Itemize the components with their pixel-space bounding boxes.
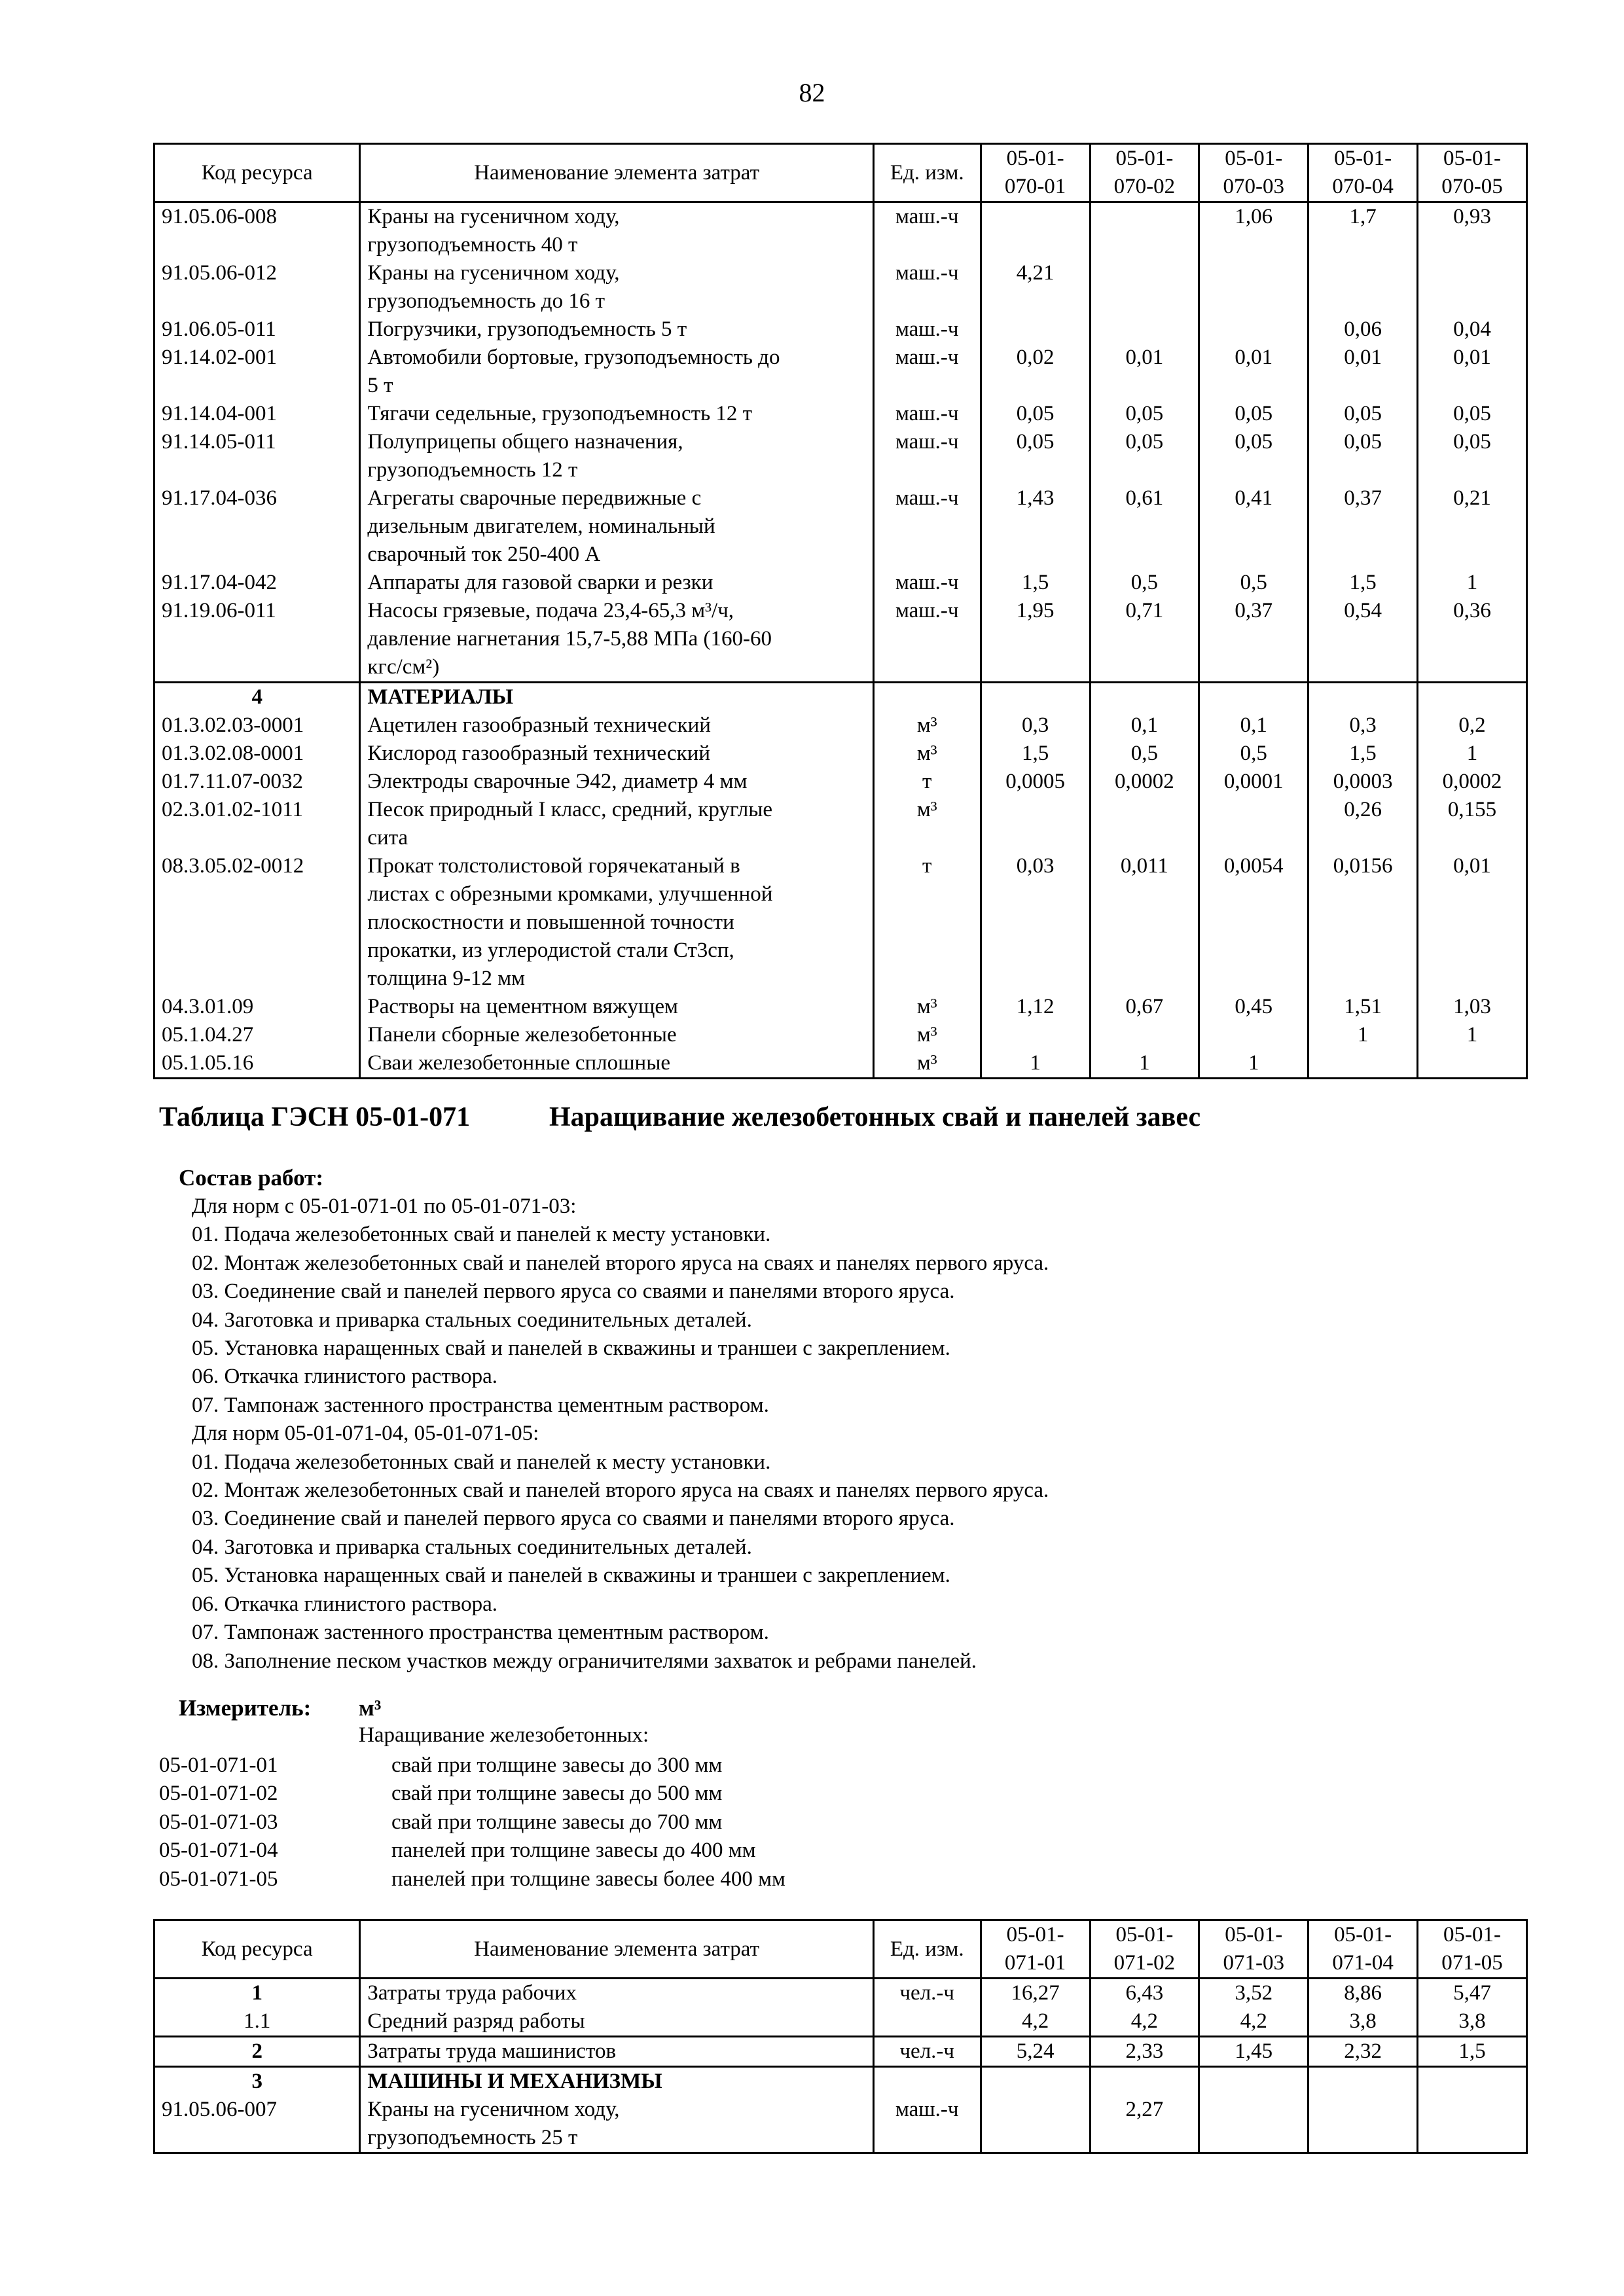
resource-code: 91.14.05-011	[154, 428, 360, 484]
resource-unit	[873, 683, 981, 712]
norm-value: 0,0002	[1090, 768, 1199, 796]
resource-code: 01.3.02.03-0001	[154, 711, 360, 740]
norm-value	[1090, 315, 1199, 344]
norm-value: 0,37	[1199, 597, 1308, 683]
table-row	[154, 1979, 1527, 2008]
norm-value: 2,27	[1090, 2096, 1199, 2153]
table-row	[154, 484, 1527, 569]
norm-value: 0,03	[981, 852, 1090, 993]
norm-value	[1418, 2096, 1527, 2153]
resource-unit: маш.-ч	[873, 315, 981, 344]
table-header-row	[154, 144, 1527, 202]
table-row	[154, 993, 1527, 1021]
norm-value	[1418, 259, 1527, 315]
resource-table-070	[153, 143, 1528, 1079]
composition-line: 06. Откачка глинистого раствора.	[192, 1365, 498, 1389]
norm-value: 1,95	[981, 597, 1090, 683]
resource-code: 08.3.05.02-0012	[154, 852, 360, 993]
table-row	[154, 344, 1527, 400]
norm-value: 5,47	[1418, 1979, 1527, 2008]
table-row	[154, 1021, 1527, 1049]
resource-code: 01.3.02.08-0001	[154, 740, 360, 768]
norm-value: 0,05	[1308, 428, 1418, 484]
norm-value	[1308, 2067, 1418, 2096]
table-row	[154, 2007, 1527, 2037]
resource-name: Кислород газообразный технический	[360, 740, 873, 768]
resource-unit	[873, 2067, 981, 2096]
resource-code: 1.1	[154, 2007, 360, 2037]
norm-value: 1,5	[981, 569, 1090, 597]
norm-value	[981, 315, 1090, 344]
resource-code: 05.1.05.16	[154, 1049, 360, 1079]
norm-value	[1090, 1021, 1199, 1049]
norm-value: 0,05	[1199, 400, 1308, 428]
norm-value: 1,5	[1418, 2037, 1527, 2067]
header-norm-col: 05-01- 070-02	[1090, 144, 1199, 202]
norm-code: 05-01-071-01	[159, 1753, 278, 1777]
composition-line: 07. Тампонаж застенного пространства цементным раствором.	[192, 1621, 769, 1645]
resource-code: 91.14.04-001	[154, 400, 360, 428]
norm-value: 0,05	[1199, 428, 1308, 484]
resource-unit: маш.-ч	[873, 569, 981, 597]
norm-value: 0,93	[1418, 202, 1527, 260]
norm-value: 1,5	[1308, 569, 1418, 597]
resource-unit: чел.-ч	[873, 1979, 981, 2008]
norm-value	[1090, 259, 1199, 315]
norm-value: 1	[1199, 1049, 1308, 1079]
table-row	[154, 711, 1527, 740]
norm-value	[1199, 2096, 1308, 2153]
resource-name: Аппараты для газовой сварки и резки	[360, 569, 873, 597]
norm-value	[981, 2096, 1090, 2153]
resource-name: Автомобили бортовые, грузоподъемность до 5 т	[360, 344, 873, 400]
resource-name: Средний разряд работы	[360, 2007, 873, 2037]
header-norm-col: 05-01- 070-01	[981, 144, 1090, 202]
norm-value: 0,61	[1090, 484, 1199, 569]
header-norm-col: 05-01- 071-04	[1308, 1920, 1418, 1979]
norm-value: 1,45	[1199, 2037, 1308, 2067]
table-row	[154, 2037, 1527, 2067]
composition-line: Для норм 05-01-071-04, 05-01-071-05:	[192, 1422, 539, 1446]
norm-value: 0,011	[1090, 852, 1199, 993]
table-name: Наращивание железобетонных свай и панелей завес	[549, 1102, 1201, 1132]
resource-code: 91.05.06-012	[154, 259, 360, 315]
resource-unit: маш.-ч	[873, 202, 981, 260]
norm-value: 0,21	[1418, 484, 1527, 569]
resource-unit	[873, 2007, 981, 2037]
norm-value: 4,21	[981, 259, 1090, 315]
norm-value: 0,3	[981, 711, 1090, 740]
norm-value: 1	[981, 1049, 1090, 1079]
header-norm-col: 05-01- 071-01	[981, 1920, 1090, 1979]
composition-heading: Состав работ:	[179, 1165, 323, 1191]
resource-code: 02.3.01.02-1011	[154, 796, 360, 852]
resource-name: Песок природный I класс, средний, круглые сита	[360, 796, 873, 852]
resource-name: МАТЕРИАЛЫ	[360, 683, 873, 712]
norm-value	[1308, 683, 1418, 712]
meter-label: Измеритель:	[179, 1695, 312, 1721]
resource-code: 91.06.05-011	[154, 315, 360, 344]
meter-description: Наращивание железобетонных:	[359, 1723, 649, 1747]
composition-line: Для норм с 05-01-071-01 по 05-01-071-03:	[192, 1194, 577, 1218]
table-row	[154, 400, 1527, 428]
norm-value: 1,12	[981, 993, 1090, 1021]
norm-value: 0,5	[1199, 740, 1308, 768]
norm-value: 0,26	[1308, 796, 1418, 852]
norm-value: 1	[1418, 740, 1527, 768]
composition-line: 04. Заготовка и приварка стальных соединительных деталей.	[192, 1535, 752, 1559]
table-row	[154, 683, 1527, 712]
resource-unit: м³	[873, 740, 981, 768]
norm-value: 0,0003	[1308, 768, 1418, 796]
resource-name: Панели сборные железобетонные	[360, 1021, 873, 1049]
norm-value: 8,86	[1308, 1979, 1418, 2008]
resource-code: 91.05.06-008	[154, 202, 360, 260]
table-row	[154, 740, 1527, 768]
meter-unit: м³	[359, 1695, 382, 1721]
resource-unit: м³	[873, 1049, 981, 1079]
composition-line: 01. Подача железобетонных свай и панелей к месту установки.	[192, 1223, 771, 1247]
norm-description: панелей при толщине завесы до 400 мм	[391, 1839, 756, 1863]
composition-line: 08. Заполнение песком участков между ограничителями захваток и ребрами панелей.	[192, 1649, 977, 1673]
norm-value: 0,01	[1199, 344, 1308, 400]
norm-value	[1090, 796, 1199, 852]
resource-name: Прокат толстолистовой горячекатаный в листах с обрезными кромками, улучшенной плоскостности и повышенной точности прокатки, из углеродистой стали Ст3сп, толщина 9-12 мм	[360, 852, 873, 993]
norm-value	[1308, 259, 1418, 315]
table-header-row	[154, 1920, 1527, 1979]
norm-value: 0,05	[1090, 428, 1199, 484]
table-title	[159, 1102, 1201, 1133]
norm-value: 4,2	[1090, 2007, 1199, 2037]
resource-code: 91.19.06-011	[154, 597, 360, 683]
norm-value: 0,05	[1418, 400, 1527, 428]
norm-value	[1199, 315, 1308, 344]
resource-name: Насосы грязевые, подача 23,4-65,3 м³/ч, давление нагнетания 15,7-5,88 МПа (160-60 кгс/см²)	[360, 597, 873, 683]
norm-value: 4,2	[981, 2007, 1090, 2037]
resource-name: Растворы на цементном вяжущем	[360, 993, 873, 1021]
resource-name: Краны на гусеничном ходу, грузоподъемность 40 т	[360, 202, 873, 260]
composition-line: 02. Монтаж железобетонных свай и панелей второго яруса на сваях и панелях первого яруса.	[192, 1251, 1049, 1275]
resource-code: 91.17.04-042	[154, 569, 360, 597]
norm-value: 0,0002	[1418, 768, 1527, 796]
resource-code: 01.7.11.07-0032	[154, 768, 360, 796]
page-number: 82	[799, 78, 825, 107]
norm-value: 0,0001	[1199, 768, 1308, 796]
header-name: Наименование элемента затрат	[360, 144, 873, 202]
resource-code: 91.14.02-001	[154, 344, 360, 400]
norm-value: 0,5	[1090, 569, 1199, 597]
norm-value	[981, 202, 1090, 260]
norm-description: свай при толщине завесы до 300 мм	[391, 1753, 723, 1777]
resource-unit: т	[873, 852, 981, 993]
norm-value: 0,05	[1308, 400, 1418, 428]
resource-unit: маш.-ч	[873, 428, 981, 484]
norm-value	[1199, 1021, 1308, 1049]
norm-description: свай при толщине завесы до 700 мм	[391, 1810, 723, 1834]
resource-code: 4	[154, 683, 360, 712]
table-row	[154, 315, 1527, 344]
norm-value: 0,01	[1090, 344, 1199, 400]
resource-unit: маш.-ч	[873, 400, 981, 428]
resource-unit: маш.-ч	[873, 344, 981, 400]
composition-line: 03. Соединение свай и панелей первого яруса со сваями и панелями второго яруса.	[192, 1280, 955, 1304]
header-norm-col: 05-01- 071-05	[1418, 1920, 1527, 1979]
norm-value: 0,5	[1090, 740, 1199, 768]
norm-code: 05-01-071-04	[159, 1839, 278, 1863]
norm-value: 1,5	[1308, 740, 1418, 768]
norm-value: 3,8	[1308, 2007, 1418, 2037]
norm-value: 0,41	[1199, 484, 1308, 569]
resource-name: Затраты труда машинистов	[360, 2037, 873, 2067]
resource-unit: м³	[873, 711, 981, 740]
resource-unit: маш.-ч	[873, 259, 981, 315]
table-row	[154, 202, 1527, 260]
norm-value: 0,0156	[1308, 852, 1418, 993]
resource-unit: маш.-ч	[873, 597, 981, 683]
norm-value: 1,5	[981, 740, 1090, 768]
composition-line: 06. Откачка глинистого раствора.	[192, 1592, 498, 1616]
norm-value: 1,43	[981, 484, 1090, 569]
resource-table-071	[153, 1919, 1528, 2154]
composition-line: 05. Установка наращенных свай и панелей в скважины и траншеи с закреплением.	[192, 1336, 950, 1361]
resource-code: 91.05.06-007	[154, 2096, 360, 2153]
norm-value: 0,05	[981, 428, 1090, 484]
table-id: Таблица ГЭСН 05-01-071	[159, 1102, 471, 1132]
norm-value: 0,71	[1090, 597, 1199, 683]
norm-value	[1090, 202, 1199, 260]
norm-value: 0,1	[1199, 711, 1308, 740]
norm-value: 0,01	[1418, 852, 1527, 993]
resource-code: 91.17.04-036	[154, 484, 360, 569]
header-norm-col: 05-01- 070-05	[1418, 144, 1527, 202]
table-row	[154, 428, 1527, 484]
resource-unit: м³	[873, 993, 981, 1021]
norm-value	[1090, 2067, 1199, 2096]
norm-value: 0,45	[1199, 993, 1308, 1021]
resource-name: Погрузчики, грузоподъемность 5 т	[360, 315, 873, 344]
resource-code: 05.1.04.27	[154, 1021, 360, 1049]
table-row	[154, 2096, 1527, 2153]
header-unit: Ед. изм.	[873, 144, 981, 202]
table-row	[154, 796, 1527, 852]
norm-value: 0,06	[1308, 315, 1418, 344]
norm-value: 0,05	[1090, 400, 1199, 428]
norm-value: 0,05	[1418, 428, 1527, 484]
norm-value: 1	[1418, 569, 1527, 597]
resource-name: МАШИНЫ И МЕХАНИЗМЫ	[360, 2067, 873, 2096]
resource-name: Тягачи седельные, грузоподъемность 12 т	[360, 400, 873, 428]
table-row	[154, 2067, 1527, 2096]
norm-value: 0,67	[1090, 993, 1199, 1021]
norm-value: 0,01	[1308, 344, 1418, 400]
composition-line: 01. Подача железобетонных свай и панелей к месту установки.	[192, 1450, 771, 1474]
composition-line: 07. Тампонаж застенного пространства цементным раствором.	[192, 1393, 769, 1417]
norm-value: 0,05	[981, 400, 1090, 428]
norm-value: 0,5	[1199, 569, 1308, 597]
norm-value: 0,1	[1090, 711, 1199, 740]
norm-description: панелей при толщине завесы более 400 мм	[391, 1867, 785, 1891]
composition-list	[192, 1193, 1049, 1676]
norm-value: 2,33	[1090, 2037, 1199, 2067]
resource-name: Краны на гусеничном ходу, грузоподъемность до 16 т	[360, 259, 873, 315]
norm-description: свай при толщине завесы до 500 мм	[391, 1782, 723, 1806]
norm-value	[981, 1021, 1090, 1049]
norm-value: 1	[1308, 1021, 1418, 1049]
norm-value	[981, 2067, 1090, 2096]
norm-value: 1	[1418, 1021, 1527, 1049]
norm-code: 05-01-071-02	[159, 1782, 278, 1806]
header-unit: Ед. изм.	[873, 1920, 981, 1979]
norm-value	[1418, 683, 1527, 712]
resource-unit: маш.-ч	[873, 2096, 981, 2153]
header-norm-col: 05-01- 070-04	[1308, 144, 1418, 202]
norm-value: 1,51	[1308, 993, 1418, 1021]
header-norm-col: 05-01- 071-03	[1199, 1920, 1308, 1979]
norm-value	[1199, 259, 1308, 315]
resource-unit: м³	[873, 1021, 981, 1049]
norm-code: 05-01-071-03	[159, 1810, 278, 1834]
norm-value: 0,37	[1308, 484, 1418, 569]
norm-value: 4,2	[1199, 2007, 1308, 2037]
norm-value	[981, 683, 1090, 712]
resource-code: 1	[154, 1979, 360, 2008]
norm-value: 0,0054	[1199, 852, 1308, 993]
header-name: Наименование элемента затрат	[360, 1920, 873, 1979]
norm-value	[1199, 2067, 1308, 2096]
table-row	[154, 597, 1527, 683]
resource-unit: маш.-ч	[873, 484, 981, 569]
norm-value: 1,06	[1199, 202, 1308, 260]
norm-value: 0,0005	[981, 768, 1090, 796]
norm-value: 0,02	[981, 344, 1090, 400]
composition-line: 02. Монтаж железобетонных свай и панелей второго яруса на сваях и панелях первого яруса.	[192, 1479, 1049, 1503]
table-row	[154, 852, 1527, 993]
norm-value: 1,03	[1418, 993, 1527, 1021]
resource-name: Затраты труда рабочих	[360, 1979, 873, 2008]
resource-name: Электроды сварочные Э42, диаметр 4 мм	[360, 768, 873, 796]
norm-value: 5,24	[981, 2037, 1090, 2067]
norm-value	[1308, 2096, 1418, 2153]
norm-value	[1199, 796, 1308, 852]
table-row	[154, 768, 1527, 796]
norm-value: 16,27	[981, 1979, 1090, 2008]
resource-unit: чел.-ч	[873, 2037, 981, 2067]
resource-code: 2	[154, 2037, 360, 2067]
resource-name: Полуприцепы общего назначения, грузоподъемность 12 т	[360, 428, 873, 484]
composition-line: 05. Установка наращенных свай и панелей в скважины и траншеи с закреплением.	[192, 1564, 950, 1588]
norm-value: 1	[1090, 1049, 1199, 1079]
resource-name: Агрегаты сварочные передвижные с дизельным двигателем, номинальный сварочный ток 250-400 А	[360, 484, 873, 569]
composition-line: 03. Соединение свай и панелей первого яруса со сваями и панелями второго яруса.	[192, 1507, 955, 1531]
norm-value: 3,8	[1418, 2007, 1527, 2037]
norm-value: 1,7	[1308, 202, 1418, 260]
norm-value: 0,2	[1418, 711, 1527, 740]
norm-value	[981, 796, 1090, 852]
header-code: Код ресурса	[154, 144, 360, 202]
header-norm-col: 05-01- 070-03	[1199, 144, 1308, 202]
norm-value: 6,43	[1090, 1979, 1199, 2008]
norm-value: 3,52	[1199, 1979, 1308, 2008]
norm-code: 05-01-071-05	[159, 1867, 278, 1891]
norm-value: 0,54	[1308, 597, 1418, 683]
norm-value: 0,155	[1418, 796, 1527, 852]
norm-value	[1308, 1049, 1418, 1079]
norm-value: 0,01	[1418, 344, 1527, 400]
resource-name: Краны на гусеничном ходу, грузоподъемность 25 т	[360, 2096, 873, 2153]
table-row	[154, 259, 1527, 315]
resource-code: 3	[154, 2067, 360, 2096]
norm-value: 0,3	[1308, 711, 1418, 740]
table-row	[154, 569, 1527, 597]
resource-unit: т	[873, 768, 981, 796]
norm-value	[1418, 2067, 1527, 2096]
resource-unit: м³	[873, 796, 981, 852]
norm-value	[1418, 1049, 1527, 1079]
norm-value: 2,32	[1308, 2037, 1418, 2067]
resource-name: Сваи железобетонные сплошные	[360, 1049, 873, 1079]
norm-value	[1090, 683, 1199, 712]
norm-value: 0,36	[1418, 597, 1527, 683]
header-code: Код ресурса	[154, 1920, 360, 1979]
resource-name: Ацетилен газообразный технический	[360, 711, 873, 740]
resource-code: 04.3.01.09	[154, 993, 360, 1021]
header-norm-col: 05-01- 071-02	[1090, 1920, 1199, 1979]
table-row	[154, 1049, 1527, 1079]
norm-value: 0,04	[1418, 315, 1527, 344]
norm-value	[1199, 683, 1308, 712]
composition-line: 04. Заготовка и приварка стальных соединительных деталей.	[192, 1308, 752, 1332]
